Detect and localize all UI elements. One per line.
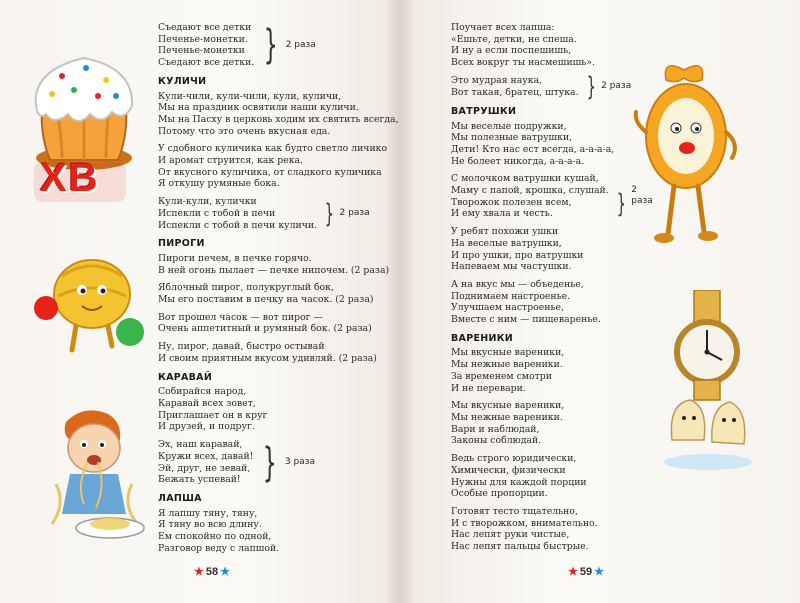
stanza	[451, 22, 651, 69]
verse-line: С молочком ватрушки кушай,	[451, 173, 599, 185]
verse-line: Каравай всех зовет,	[158, 397, 256, 409]
repeat-stanza	[451, 71, 651, 102]
verse-line: Мы вкусные вареники,	[451, 400, 565, 412]
verse-line: За временем смотри	[451, 370, 552, 382]
verse-line: Эй, друг, не зевай,	[158, 462, 251, 474]
verse-line: Нас лепят пальцы быстрые.	[451, 541, 589, 553]
verse-line: Печенье-монетки	[158, 45, 245, 57]
verse-line: Я тяну во всю длину.	[158, 519, 262, 531]
repeat-brace: }	[586, 71, 596, 102]
verse-line: Не болеет никогда, а-а-а-а.	[451, 155, 585, 167]
star-icon: ★	[194, 566, 204, 578]
repeat-stanza	[158, 439, 394, 486]
poem-title-lapsha: ЛАПША	[158, 492, 202, 504]
page-number-left	[194, 565, 230, 578]
repeat-label: 3 раза	[284, 456, 315, 467]
verse-line: Маму с папой, крошка, слушай.	[451, 185, 609, 197]
poem-title-kulichi: КУЛИЧИ	[158, 75, 207, 87]
verse-line: Приглашает он в круг	[158, 409, 268, 421]
stanza	[158, 386, 394, 433]
left-text-column	[158, 22, 399, 560]
repeat-brace: }	[263, 22, 278, 69]
verse-line: И своим приятным вкусом удивляй. (2 раза)	[158, 352, 377, 364]
verse-line: Мы нежные вареники.	[451, 359, 563, 371]
repeat-brace: }	[324, 198, 334, 229]
verse-line: Пироги печем, в печке горячо.	[158, 252, 312, 264]
verse-line: А на вкус мы — объеденье,	[451, 278, 584, 290]
verse-line: Нужны для каждой порции	[451, 476, 587, 488]
stanza	[451, 506, 651, 553]
verse-line: Мы на праздник освятили наши куличи.	[158, 102, 359, 114]
star-icon: ★	[568, 566, 578, 578]
verse-line: В ней огонь пылает — печке нипочем. (2 раза)	[158, 264, 390, 276]
verse-line: От вкусного куличика, от сладкого куличика	[158, 166, 382, 178]
verse-line: Дети! Кто нас ест всегда, а-а-а-а,	[451, 143, 615, 155]
verse-line: Яблочный пирог, полукруглый бок,	[158, 282, 334, 294]
verse-line: Готовят тесто тщательно,	[451, 505, 578, 517]
verse-line: У ребят похожи ушки	[451, 226, 559, 238]
verse-line: И аромат струится, как река.	[158, 155, 304, 167]
verse-line: И ну а если поспешишь,	[451, 45, 572, 57]
verse-line: И друзей, и подруг.	[158, 421, 255, 433]
boy-with-noodles-illustration	[36, 404, 156, 544]
verse-line: Вот такая, братец, штука.	[451, 86, 579, 98]
verse-line: Ну, пирог, давай, быстро остывай	[158, 341, 325, 353]
star-icon: ★	[594, 566, 604, 578]
verse-line: На веселые ватрушки,	[451, 237, 562, 249]
poem-title-vareniki: ВАРЕНИКИ	[451, 332, 514, 344]
stanza	[158, 312, 394, 335]
verse-line: Съедают все детки.	[158, 57, 255, 69]
repeat-brace: }	[263, 439, 278, 486]
xv-badge	[30, 158, 130, 206]
stanza	[158, 143, 394, 190]
verse-line: Особые пропорции.	[451, 488, 548, 500]
verse-line: Творожок полезен всем,	[451, 196, 572, 208]
star-icon: ★	[220, 566, 230, 578]
stanza-lines	[158, 196, 317, 231]
verse-line: Печенье-монетки.	[158, 33, 248, 45]
verse-line: Мы на Пасху в церковь ходим их святить всегда,	[158, 113, 399, 125]
verse-line: Ведь строго юридически,	[451, 453, 577, 465]
repeat-label: 2 раза	[631, 184, 653, 207]
right-text-column	[451, 22, 651, 559]
verse-line: Кружи всех, давай!	[158, 450, 254, 462]
verse-line: Кули-кули, кулички	[158, 196, 257, 208]
verse-line: Мы полезные ватрушки,	[451, 132, 573, 144]
page-number-right	[568, 565, 604, 578]
verse-line: У сдобного куличика как будто светло личико	[158, 143, 388, 155]
verse-line: Вместе с ним — пищеваренье.	[451, 314, 601, 326]
badge-text: ХВ	[40, 156, 100, 200]
verse-line: Мы вкусные вареники,	[451, 347, 565, 359]
stanza	[451, 400, 651, 447]
page-number: 58	[205, 565, 219, 578]
stanza-lines	[158, 22, 254, 69]
verse-line: Мы его поставим в печку на часок. (2 раза)	[158, 294, 374, 306]
verse-line: Собирайся народ,	[158, 386, 247, 398]
stanza	[158, 341, 394, 364]
verse-line: Кули-чили, кули-чили, кули, куличи,	[158, 90, 342, 102]
stanza	[158, 90, 399, 138]
verse-line: Съедают все детки	[158, 22, 252, 33]
repeat-stanza	[451, 173, 651, 220]
repeat-stanza	[158, 196, 394, 231]
verse-line: Эх, наш каравай,	[158, 439, 243, 451]
verse-line: Бежать успевай!	[158, 474, 241, 486]
verse-line: Поучает всех лапша:	[451, 22, 555, 33]
verse-line: Поднимаем настроенье.	[451, 290, 571, 302]
stanza	[451, 121, 651, 168]
stanza	[158, 282, 394, 305]
stanza-lines	[451, 75, 579, 98]
verse-line: Вот прошел часок — вот пирог —	[158, 311, 323, 323]
verse-line: Законы соблюдай.	[451, 435, 542, 447]
repeat-label: 2 раза	[285, 39, 316, 50]
verse-line: Очень аппетитный и румяный бок. (2 раза)	[158, 323, 372, 335]
verse-line: И не перевари.	[451, 382, 526, 394]
right-page	[400, 0, 800, 603]
verse-line: Мы веселые подружки,	[451, 120, 567, 132]
verse-line: Разговор веду с лапшой.	[158, 542, 280, 554]
stanza	[451, 279, 651, 326]
verse-line: Мы нежные вареники.	[451, 411, 563, 423]
poem-title-karavai: КАРАВАЙ	[158, 371, 213, 383]
verse-line: «Ешьте, детки, не спеша.	[451, 33, 577, 45]
stanza-lines	[451, 173, 609, 220]
verse-line: Я лапшу тяну, тяну,	[158, 507, 258, 519]
poem-title-pirogi: ПИРОГИ	[158, 238, 205, 250]
verse-line: И ему хвала и честь.	[451, 208, 553, 220]
poem-title-vatrushki: ВАТРУШКИ	[451, 105, 517, 117]
stanza	[451, 226, 651, 273]
verse-line: И про ушки, про ватрушки	[451, 249, 584, 261]
verse-line: Напеваем мы частушки.	[451, 261, 572, 273]
verse-line: Я откушу румяные бока.	[158, 178, 280, 190]
stanza	[158, 253, 394, 276]
verse-line: Это мудрая наука,	[451, 75, 543, 87]
top-repeat-stanza	[158, 22, 394, 69]
verse-line: Испекли с тобой в печи куличи.	[158, 219, 317, 231]
stanza-lines	[158, 439, 253, 486]
repeat-label: 2 раза	[339, 207, 370, 218]
verse-line: Испекли с тобой в печи	[158, 207, 276, 219]
verse-line: Химически, физически	[451, 464, 566, 476]
stanza	[451, 453, 651, 500]
verse-line: Нас лепят руки чистые,	[451, 529, 570, 541]
verse-line: Вари и наблюдай,	[451, 423, 540, 435]
verse-line: И с творожком, внимательно.	[451, 517, 598, 529]
verse-line: Улучшаем настроенье,	[451, 302, 564, 314]
verse-line: Всех вокруг ты насмешишь».	[451, 57, 595, 69]
clock-and-vareniki-illustration	[650, 290, 770, 480]
page-number: 59	[579, 565, 593, 578]
verse-line: Ем спокойно по одной,	[158, 531, 272, 543]
repeat-label: 2 раза	[601, 80, 632, 91]
stanza	[158, 508, 394, 555]
repeat-brace: }	[616, 189, 626, 220]
verse-line: Потому что это очень вкусная еда.	[158, 125, 331, 137]
pirog-character-illustration	[32, 246, 147, 361]
stanza	[451, 347, 651, 394]
